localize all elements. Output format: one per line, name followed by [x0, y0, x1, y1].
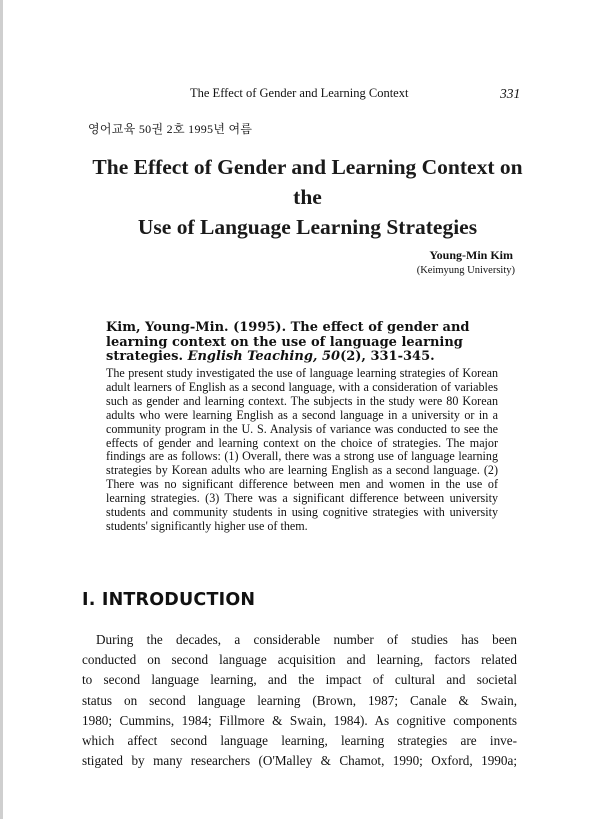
paragraph-line: 1980; Cummins, 1984; Fillmore & Swain, 1984). As cognitive components [82, 712, 517, 728]
citation-issue: (2), 331-345. [340, 349, 435, 364]
page-number: 331 [500, 86, 521, 101]
author-name: Young-Min Kim [429, 248, 513, 262]
citation-journal: English Teaching, 50 [187, 349, 341, 364]
article-title [80, 152, 535, 242]
running-header [0, 86, 600, 104]
running-title: The Effect of Gender and Learning Context [190, 86, 409, 100]
author-affiliation: (Keimyung University) [416, 265, 515, 276]
paragraph-line: to second language learning, and the impact of cultural and societal [82, 672, 517, 688]
article-title-line-2: Use of Language Learning Strategies [137, 215, 478, 239]
paragraph-line: conducted on second language acquisition and learning, factors related [82, 652, 517, 668]
paragraph-line: stigated by many researchers (O'Malley & Chamot, 1990; Oxford, 1990a; [82, 753, 517, 769]
introduction-paragraph [82, 630, 517, 771]
article-title-line-1: The Effect of Gender and Learning Context on the [92, 155, 523, 209]
paragraph-line: During the decades, a considerable number of studies has been [96, 632, 517, 647]
citation [106, 321, 498, 365]
paragraph-line: status on second language learning (Brown, 1987; Canale & Swain, [82, 692, 517, 708]
journal-volume-line: 영어교육 50권 2호 1995년 여름 [88, 122, 253, 136]
paragraph-line: which affect second language learning, learning strategies are inve- [82, 733, 517, 749]
citation-text: Kim, Young-Min. (1995). The effect of gender and learning context on the use of language learning strategies. [106, 320, 470, 364]
section-heading: I. INTRODUCTION [82, 590, 256, 610]
abstract: The present study investigated the use of language learning strategies of Korean adult learners of English as a second language, with a consideration of variables such as gender and learning context. The subjects in the study were 80 Korean adults who were learning English as a second language in a university or in a community program in the U. S. Analysis of variance was conducted to see the effects of gender and learning context on the choice of strategies. The major findings are as follows: (1) Overall, there was a strong use of language learning strategies by Korean adults who are learning English as a second language. (2) There was no significant difference between men and women in the use of learning strategies. (3) There was a significant difference between university students and community students in using cognitive strategies with university students' significantly higher use of them. [106, 366, 498, 533]
